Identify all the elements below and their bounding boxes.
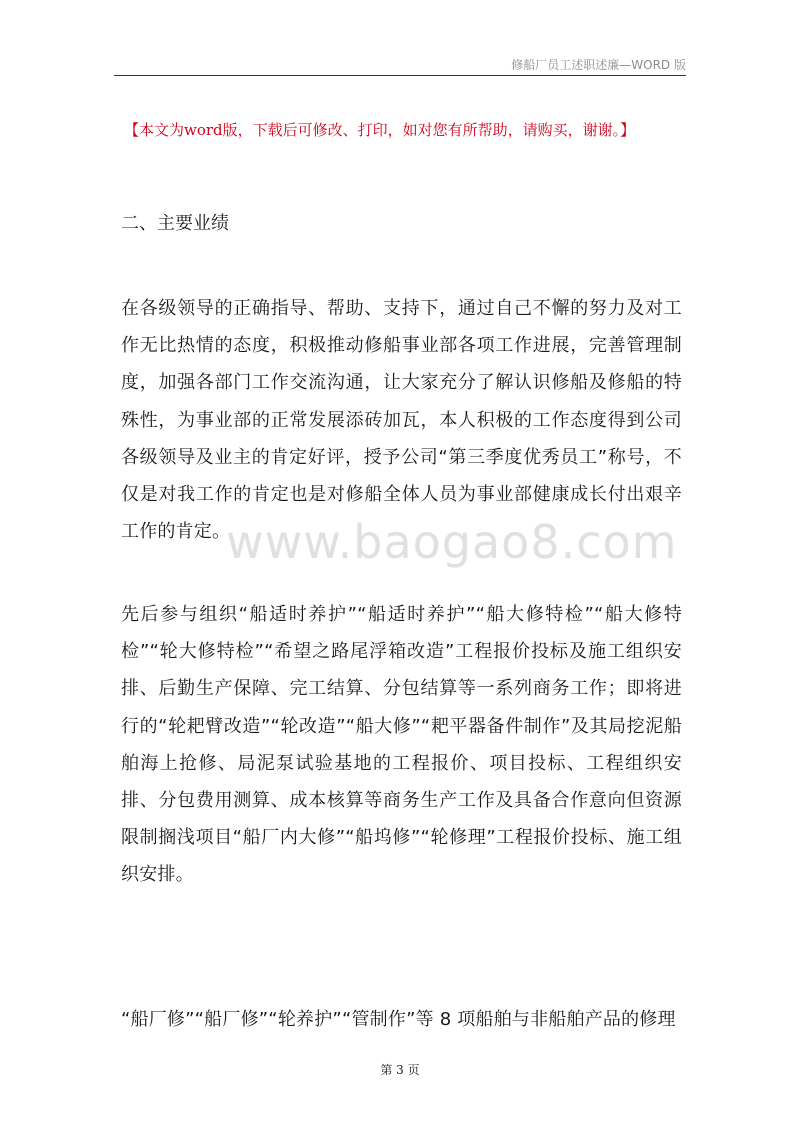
document-header-title: 修船厂员工述职述廉—WORD 版	[511, 58, 686, 72]
watermark: www.baogao8.com	[226, 515, 678, 569]
paragraph-repairs: “船厂修”“船厂修”“轮养护”“管制作”等 8 项船舶与非船舶产品的修理	[121, 1009, 676, 1030]
header-divider	[114, 75, 686, 76]
purchase-notice: 【本文为word版，下载后可修改、打印，如对您有所帮助，请购买，谢谢。】	[124, 121, 636, 139]
paragraph-achievements: 在各级领导的正确指导、帮助、支持下，通过自己不懈的努力及对工作无比热情的态度，积极推动修船事业部各项工作进展，完善管理制度，加强各部门工作交流沟通，让大家充分了解认识修船及修船的特殊性，为事业部的正常发展添砖加瓦，本人积极的工作态度得到公司各级领导及业主的肯定好评，授予公司“第三季度优秀员工”称号，不仅是对我工作的肯定也是对修船全体人员为事业部健康成长付出艰辛工作的肯定。	[121, 298, 682, 543]
section-heading: 二、主要业绩	[121, 213, 229, 234]
paragraph-projects: 先后参与组织“船适时养护”“船适时养护”“船大修特检”“船大修特检”“轮大修特检”“希望之路尾浮箱改造”工程报价投标及施工组织安排、后勤生产保障、完工结算、分包结算等一系列商务工作；即将进行的“轮耙臂改造”“轮改造”“船大修”“耙平器备件制作”及其局挖泥船舶海上抢修、局泥泵试验基地的工程报价、项目投标、工程组织安排、分包费用测算、成本核算等商务生产工作及具备合作意向但资源限制搁浅项目“船厂内大修”“船坞修”“轮修理”工程报价投标、施工组织安排。	[121, 604, 682, 886]
page-number: 第 3 页	[380, 1063, 420, 1077]
